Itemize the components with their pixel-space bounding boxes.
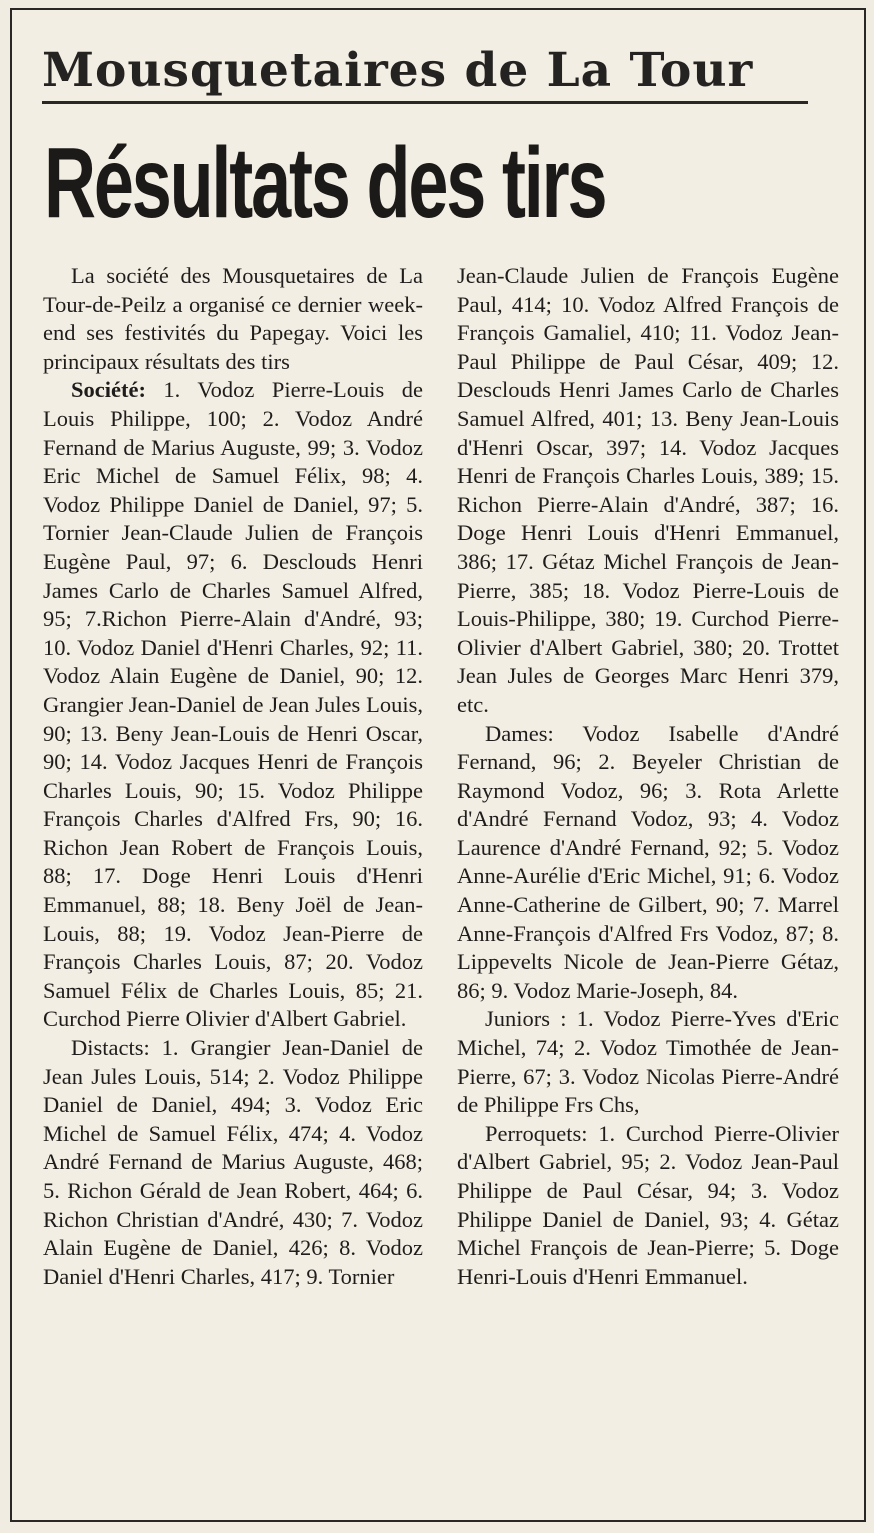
- headline: Résultats des tirs: [44, 127, 606, 239]
- distacts-paragraph: Distacts: 1. Grangier Jean-Daniel de Jean Jules Louis, 514; 2. Vodoz Philippe Daniel de Daniel, 494; 3. Vodoz Eric Michel de Samuel Félix, 474; 4. Vodoz André Fernand de Marius Auguste, 468; 5. Richon Gérald de Jean Robert, 464; 6. Richon Christian d'André, 430; 7. Vodoz Alain Eugène de Daniel, 426; 8. Vodoz Daniel d'Henri Charles, 417; 9. Tornier: [43, 1035, 423, 1289]
- right-column: [457, 262, 839, 1291]
- intro-paragraph: La société des Mousquetaires de La Tour-de-Peilz a organisé ce dernier week-end ses festivités du Papegay. Voici les principaux résultats des tirs: [43, 263, 423, 374]
- left-column: [43, 262, 423, 1291]
- societe-paragraph: [43, 376, 423, 1034]
- juniors-paragraph: Juniors : 1. Vodoz Pierre-Yves d'Eric Michel, 74; 2. Vodoz Timothée de Jean-Pierre, 67; 3. Vodoz Nicolas Pierre-André de Philippe Frs Chs,: [457, 1006, 839, 1118]
- distacts-continued: Jean-Claude Julien de François Eugène Paul, 414; 10. Vodoz Alfred François de François Gamaliel, 410; 11. Vodoz Jean-Paul Philippe de Paul César, 409; 12. Desclouds Henri James Carlo de Charles Samuel Alfred, 401; 13. Beny Jean-Louis d'Henri Oscar, 397; 14. Vodoz Jacques Henri de François Charles Louis, 389; 15. Richon Pierre-Alain d'André, 387; 16. Doge Henri Louis d'Henri Emmanuel, 386; 17. Gétaz Michel François de Jean-Pierre, 385; 18. Vodoz Pierre-Louis de Louis-Philippe, 380; 19. Curchod Pierre-Olivier d'Albert Gabriel, 380; 20. Trottet Jean Jules de Georges Marc Henri 379, etc.: [457, 263, 839, 717]
- kicker-title: Mousquetaires de La Tour: [42, 43, 754, 98]
- newspaper-clipping: [10, 8, 866, 1522]
- kicker-underline: [42, 101, 808, 104]
- societe-label: Société:: [71, 377, 146, 403]
- societe-results: 1. Vodoz Pierre-Louis de Louis Philippe, 100; 2. Vodoz André Fernand de Marius Auguste, 99; 3. Vodoz Eric Michel de Samuel Félix, 98; 4. Vodoz Philippe Daniel de Daniel, 97; 5. Tornier Jean-Claude Julien de François Eugène Paul, 97; 6. Desclouds Henri James Carlo de Charles Samuel Alfred, 95; 7.Richon Pierre-Alain d'André, 93; 10. Vodoz Daniel d'Henri Charles, 92; 11. Vodoz Alain Eugène de Daniel, 90; 12. Grangier Jean-Daniel de Jean Jules Louis, 90; 13. Beny Jean-Louis de Henri Oscar, 90; 14. Vodoz Jacques Henri de François Charles Louis, 90; 15. Vodoz Philippe François Charles d'Alfred Frs, 90; 16. Richon Jean Robert de François Louis, 88; 17. Doge Henri Louis d'Henri Emmanuel, 88; 18. Beny Joël de Jean-Louis, 88; 19. Vodoz Jean-Pierre de François Charles Louis, 87; 20. Vodoz Samuel Félix de Charles Louis, 85; 21. Curchod Pierre Olivier d'Albert Gabriel.: [43, 377, 423, 1032]
- dames-paragraph: Dames: Vodoz Isabelle d'André Fernand, 96; 2. Beyeler Christian de Raymond Vodoz, 96; 3. Rota Arlette d'André Fernand Vodoz, 93; 4. Vodoz Laurence d'André Fernand, 92; 5. Vodoz Anne-Aurélie d'Eric Michel, 91; 6. Vodoz Anne-Catherine de Gilbert, 90; 7. Marrel Anne-François d'Alfred Frs Vodoz, 87; 8. Lippevelts Nicole de Jean-Pierre Gétaz, 86; 9. Vodoz Marie-Joseph, 84.: [457, 720, 839, 1003]
- perroquets-paragraph: Perroquets: 1. Curchod Pierre-Olivier d'Albert Gabriel, 95; 2. Vodoz Jean-Paul Philippe de Paul César, 94; 3. Vodoz Philippe Daniel de Daniel, 93; 4. Gétaz Michel François de Jean-Pierre; 5. Doge Henri-Louis d'Henri Emmanuel.: [457, 1120, 839, 1289]
